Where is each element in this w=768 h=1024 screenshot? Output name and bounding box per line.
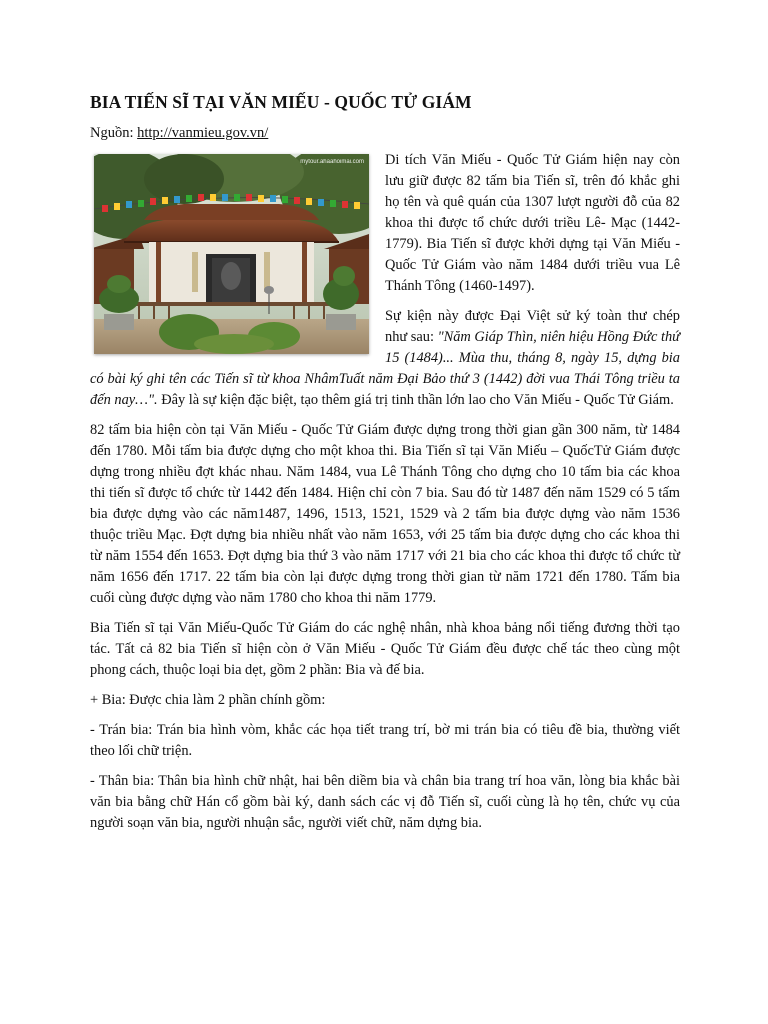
source-label: Nguồn: — [90, 125, 138, 141]
paragraph-5: + Bia: Được chia làm 2 phần chính gồm: — [90, 692, 326, 708]
document-title: BIA TIẾN SĨ TẠI VĂN MIẾU - QUỐC TỬ GIÁM — [90, 92, 472, 112]
paragraph-1: Di tích Văn Miếu - Quốc Tử Giám hiện nay còn lưu giữ được 82 tấm bia Tiến sĩ, trên đó khắc ghi họ tên và quê quán của 1307 lượt người đỗ của 82 khoa thi được tổ chức dưới triều Lê- Mạc (1442-1779). Bia Tiến sĩ được khởi dựng tại Văn Miếu - Quốc Tử Giám vào năm 1484 dưới triều vua Lê Thánh Tông (1460-1497). — [385, 152, 680, 294]
source-link[interactable]: http://vanmieu.gov.vn/ — [137, 125, 269, 141]
paragraph-7: - Thân bia: Thân bia hình chữ nhật, hai bên diềm bia và chân bia trang trí hoa văn, lòng bia khắc bài văn bia bằng chữ Hán cổ gồm bài ký, danh sách các vị đỗ Tiến sĩ, cuối cùng là họ tên, chức vụ của người soạn văn bia, người nhuận sắc, người viết chữ, năm dựng bia. — [90, 773, 680, 831]
photo-watermark: mytour.ahaahoimai.com — [300, 159, 364, 165]
paragraph-3: 82 tấm bia hiện còn tại Văn Miếu - Quốc Tử Giám được dựng trong thời gian gần 300 năm, từ 1484 đến 1780. Mỗi tấm bia được dựng cho một khoa thi. Bia Tiến sĩ tại Văn Miếu – QuốcTử Giám được dựng trong nhiều đợt khác nhau. Năm 1484, vua Lê Thánh Tông cho dựng cho 10 tấm bia các khoa thi tiến sĩ được tổ chức từ 1442 đến 1484. Hiện chỉ còn 7 bia. Sau đó từ 1487 đến năm 1529 có 5 tấm bia được dựng vào các năm1487, 1496, 1513, 1521, 1529 và 2 tấm bia được dựng vào năm 1536 thuộc triều Mạc. Đợt dựng bia nhiều nhất vào năm 1653, với 25 tấm bia được dựng cho các khoa thi từ năm 1554 đến 1653. Đợt dựng bia thứ 3 vào năm 1717 với 21 bia cho các khoa thi được tổ chức từ năm 1656 đến 1717. 22 tấm bia còn lại được dựng trong thời gian từ năm 1721 đến 1780. Tấm bia cuối cùng được dựng vào năm 1780 cho khoa thi năm 1779. — [90, 422, 680, 606]
paragraph-6: - Trán bia: Trán bia hình vòm, khắc các họa tiết trang trí, bờ mi trán bia có tiêu đề bia, thường viết theo lối chữ triện. — [90, 722, 680, 759]
paragraph-2-end: Đây là sự kiện đặc biệt, tạo thêm giá trị tinh thần lớn lao cho Văn Miếu - Quốc Tử Giám. — [157, 392, 674, 408]
source-line — [90, 125, 680, 142]
temple-photo — [94, 154, 369, 354]
paragraph-2-intro: Sự kiện này được Đại Việt sử ký toàn thư chép như sau: — [385, 308, 680, 345]
document-page — [90, 92, 680, 843]
paragraph-2-quote: "Năm Giáp Thìn, niên hiệu Hồng Đức thứ 15 (1484)... Mùa thu, tháng 8, ngày 15, dựng bia có bài ký ghi tên các Tiến sĩ từ khoa NhâmTuất năm Đại Bảo thứ 3 (1442) đời vua Thái Tông triều ta đến nay…". — [90, 329, 680, 408]
paragraph-4: Bia Tiến sĩ tại Văn Miếu-Quốc Tử Giám do các nghệ nhân, nhà khoa bảng nổi tiếng đương thời tạo tác. Tất cả 82 bia Tiến sĩ hiện còn ở Văn Miếu - Quốc Tử Giám đều được chế tác theo cùng một phong cách, thuộc loại bia dẹt, gồm 2 phần: Bia và đế bia. — [90, 620, 680, 678]
